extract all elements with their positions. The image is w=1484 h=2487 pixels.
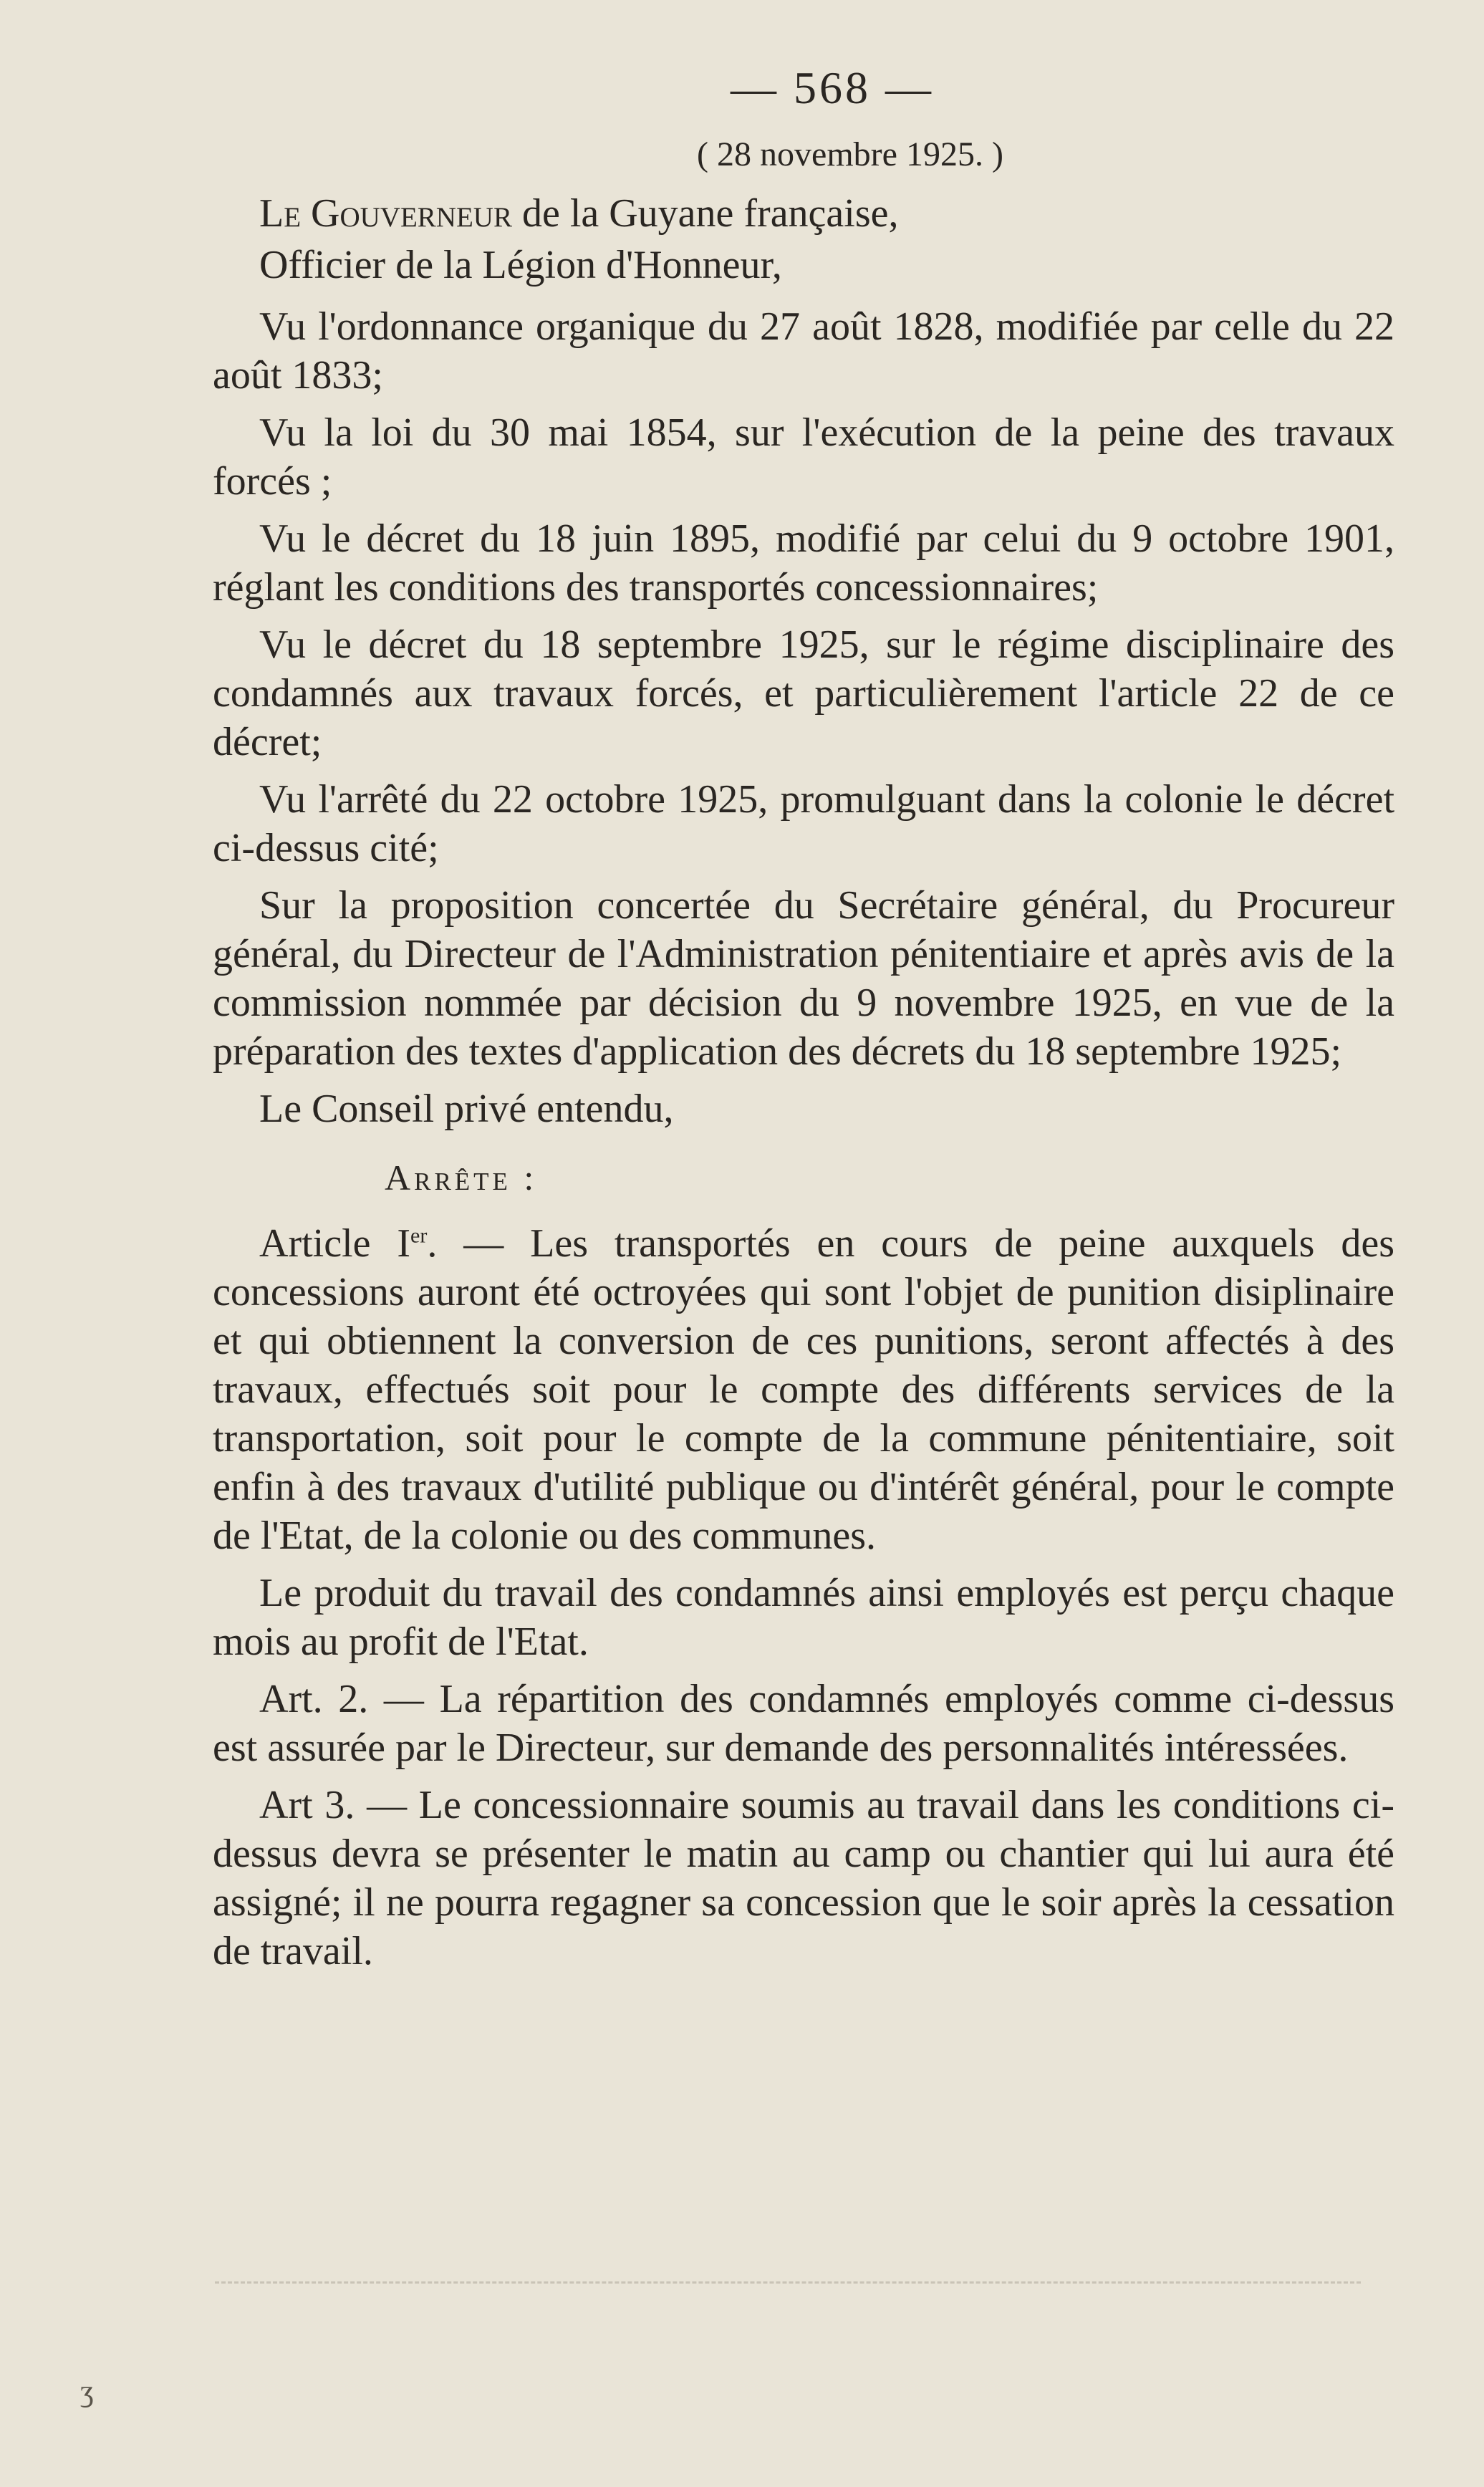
article-1-sup: er (410, 1223, 428, 1248)
vu-paragraph-1: Vu l'ordonnance organique du 27 août 1828, modifiée par celle du 22 août 1833; (213, 304, 1394, 398)
page-content (213, 56, 1394, 1984)
article-2 (213, 1675, 1394, 1772)
vu-paragraph-2: Vu la loi du 30 mai 1854, sur l'exécution de la peine des travaux forcés ; (213, 410, 1394, 504)
article-2-text: . — La répartition des condamnés employés comme ci-dessus est assurée par le Directeur, sur demande des personnalités intéressées. (213, 1677, 1394, 1770)
page-number: — 568 — (731, 62, 934, 113)
article-1-continuation (213, 1569, 1394, 1666)
heading-title: Le Gouverneur (259, 191, 512, 236)
article-3-text: . — Le concessionnaire soumis au travail dans les conditions ci-dessus devra se présenter le matin au camp ou chantier qui lui aura été assigné; il ne pourra regagner sa concession que le soir après la cessation de travail. (213, 1783, 1394, 1973)
article-1 (213, 1219, 1394, 1560)
vu-paragraph-4: Vu le décret du 18 septembre 1925, sur le régime disciplinaire des condamnés aux travaux forcés, et particulièrement l'article 22 de ce décret; (213, 622, 1394, 764)
conseil-paragraph: Le Conseil privé entendu, (259, 1087, 674, 1131)
decree-date: ( 28 novembre 1925. ) (697, 135, 1003, 173)
article-2-label: Art. 2 (259, 1677, 359, 1721)
article-3 (213, 1781, 1394, 1976)
article-1-label: Article I (259, 1221, 411, 1266)
margin-mark: ʒ (80, 2375, 94, 2408)
article-1-text: . — Les transportés en cours de peine auxquels des concessions auront été octroyées qui sont l'objet de punition disiplinaire et qui obtiennent la conversion de ces punitions, seront affectés à des travaux, effectués soit pour le compte des différents services de la transportation, soit pour le compte de la commune pénitentiaire, soit enfin à des travaux d'utilité publique ou d'intérêt général, pour le compte de l'Etat, de la colonie ou des communes. (213, 1221, 1394, 1558)
arrete-label: Arrête : (385, 1158, 538, 1198)
article-1-continuation-text: Le produit du travail des condamnés ainsi employés est perçu chaque mois au profit de l'Etat. (213, 1571, 1394, 1664)
dotted-divider (215, 2281, 1361, 2284)
heading-line-2: Officier de la Légion d'Honneur, (259, 243, 782, 287)
heading-line-1 (213, 189, 1394, 238)
vu-paragraph-3: Vu le décret du 18 juin 1895, modifié par celui du 9 octobre 1901, réglant les conditions des transportés concessionnaires; (213, 516, 1394, 610)
article-3-label: Art 3 (259, 1783, 345, 1827)
heading-line-1-rest: de la Guyane française, (511, 191, 899, 236)
proposition-paragraph: Sur la proposition concertée du Secrétaire général, du Procureur général, du Directeur de l'Administration pénitentiaire et après avis de la commission nommée par décision du 9 novembre 1925, en vue de la préparation des textes d'application des décrets du 18 septembre 1925; (213, 883, 1394, 1074)
vu-paragraph-5: Vu l'arrêté du 22 octobre 1925, promulguant dans la colonie le décret ci-dessus cité; (213, 777, 1394, 870)
